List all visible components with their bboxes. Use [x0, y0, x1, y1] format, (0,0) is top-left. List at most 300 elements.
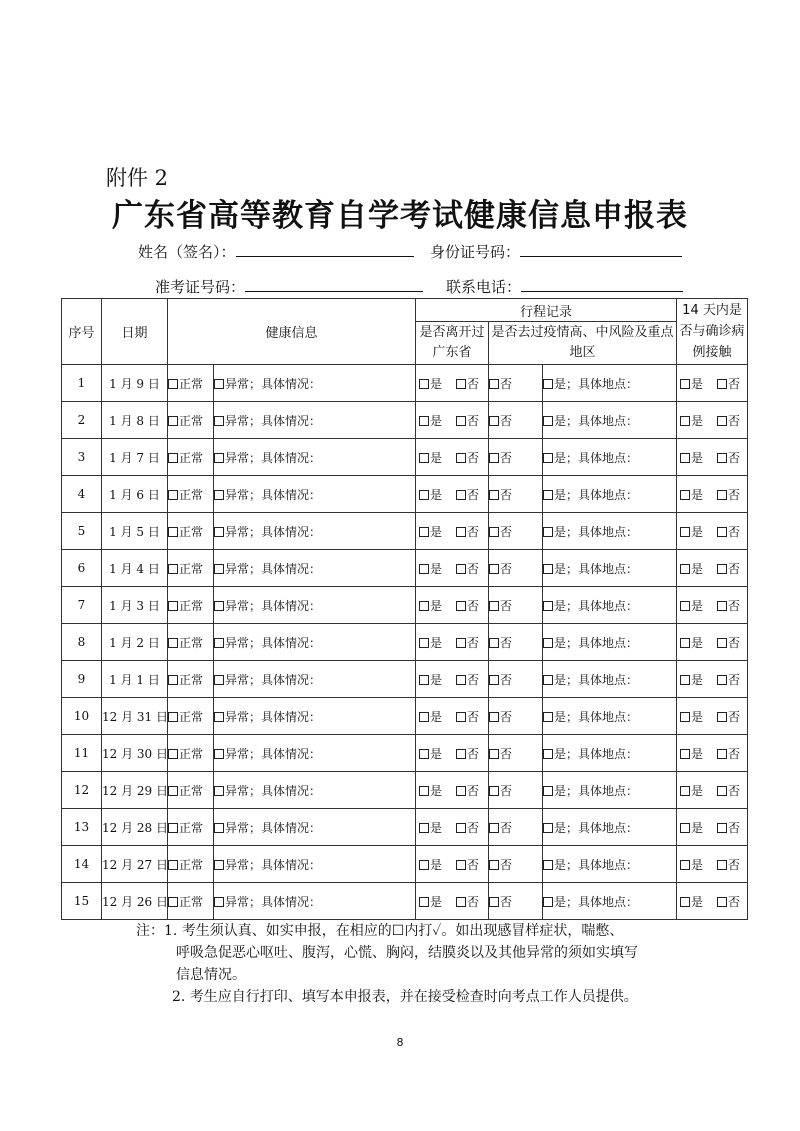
visited-risk-yes-checkbox[interactable] — [543, 379, 553, 389]
option-label: 否 — [500, 450, 513, 465]
name-blank[interactable] — [236, 241, 414, 257]
option-label: 否 — [728, 450, 741, 465]
contact-no-checkbox[interactable] — [717, 416, 727, 426]
option-label: 是 — [430, 487, 443, 502]
left-province-yes-checkbox[interactable] — [419, 416, 429, 426]
exam-no-field[interactable] — [155, 276, 423, 297]
visited-risk-yes-checkbox[interactable] — [543, 749, 553, 759]
option-label: 是 — [430, 857, 443, 872]
abnormal-checkbox[interactable] — [214, 601, 224, 611]
contact-cell — [677, 698, 748, 735]
table-row — [62, 365, 748, 402]
visited-risk-yes-checkbox[interactable] — [543, 601, 553, 611]
table-row — [62, 624, 748, 661]
table-row — [62, 402, 748, 439]
visited-risk-yes-cell — [543, 698, 677, 735]
left-province-no-checkbox[interactable] — [456, 712, 466, 722]
option-label: 否 — [500, 487, 513, 502]
visited-risk-no-checkbox[interactable] — [489, 564, 499, 574]
option-label: 否 — [467, 820, 480, 835]
option-label: 否 — [467, 450, 480, 465]
option-label: 异常；具体情况： — [225, 857, 322, 872]
row-number: 10 — [62, 698, 102, 735]
option-label: 是 — [430, 746, 443, 761]
left-province-cell — [416, 587, 489, 624]
contact-yes-checkbox[interactable] — [680, 749, 690, 759]
health-abnormal-cell — [214, 624, 416, 661]
contact-no-checkbox[interactable] — [717, 712, 727, 722]
page-number: 8 — [396, 1036, 404, 1049]
visited-risk-no-checkbox[interactable] — [489, 601, 499, 611]
visited-risk-no-checkbox[interactable] — [489, 675, 499, 685]
option-label: 否 — [467, 857, 480, 872]
contact-yes-checkbox[interactable] — [680, 379, 690, 389]
contact-no-checkbox[interactable] — [717, 379, 727, 389]
left-province-yes-checkbox[interactable] — [419, 786, 429, 796]
left-province-yes-checkbox[interactable] — [419, 712, 429, 722]
visited-risk-no-cell — [489, 846, 543, 883]
left-province-no-checkbox[interactable] — [456, 453, 466, 463]
left-province-yes-checkbox[interactable] — [419, 897, 429, 907]
option-label: 异常；具体情况： — [225, 450, 322, 465]
visited-risk-yes-cell — [543, 661, 677, 698]
visited-risk-yes-checkbox[interactable] — [543, 712, 553, 722]
name-label: 姓名（签名）： — [138, 243, 236, 261]
visited-risk-no-checkbox[interactable] — [489, 490, 499, 500]
visited-risk-no-checkbox[interactable] — [489, 527, 499, 537]
name-field[interactable] — [138, 241, 414, 262]
header-date: 日期 — [102, 299, 168, 365]
contact-no-checkbox[interactable] — [717, 897, 727, 907]
normal-checkbox[interactable] — [168, 379, 178, 389]
abnormal-checkbox[interactable] — [214, 786, 224, 796]
health-normal-cell — [168, 846, 214, 883]
id-label: 身份证号码： — [430, 243, 521, 261]
abnormal-checkbox[interactable] — [214, 712, 224, 722]
left-province-no-checkbox[interactable] — [456, 638, 466, 648]
health-normal-cell — [168, 661, 214, 698]
visited-risk-yes-checkbox[interactable] — [543, 897, 553, 907]
left-province-no-checkbox[interactable] — [456, 490, 466, 500]
option-label: 异常；具体情况： — [225, 635, 322, 650]
health-normal-cell — [168, 365, 214, 402]
row-number: 9 — [62, 661, 102, 698]
option-label: 否 — [467, 709, 480, 724]
visited-risk-no-cell — [489, 476, 543, 513]
option-label: 是 — [430, 413, 443, 428]
row-number: 7 — [62, 587, 102, 624]
option-label: 是；具体地点： — [554, 857, 639, 872]
contact-cell — [677, 587, 748, 624]
option-label: 是 — [430, 820, 443, 835]
left-province-no-checkbox[interactable] — [456, 379, 466, 389]
option-label: 是 — [430, 635, 443, 650]
visited-risk-no-checkbox[interactable] — [489, 638, 499, 648]
row-number: 11 — [62, 735, 102, 772]
visited-risk-yes-checkbox[interactable] — [543, 823, 553, 833]
contact-yes-checkbox[interactable] — [680, 453, 690, 463]
option-label: 异常；具体情况： — [225, 783, 322, 798]
row-date: 1 月 5 日 — [102, 513, 168, 550]
contact-no-checkbox[interactable] — [717, 564, 727, 574]
contact-cell — [677, 809, 748, 846]
health-abnormal-cell — [214, 846, 416, 883]
option-label: 异常；具体情况： — [225, 709, 322, 724]
left-province-cell — [416, 661, 489, 698]
left-province-cell — [416, 439, 489, 476]
health-abnormal-cell — [214, 550, 416, 587]
left-province-yes-checkbox[interactable] — [419, 453, 429, 463]
visited-risk-yes-checkbox[interactable] — [543, 527, 553, 537]
row-date: 1 月 7 日 — [102, 439, 168, 476]
abnormal-checkbox[interactable] — [214, 490, 224, 500]
option-label: 否 — [500, 524, 513, 539]
visited-risk-yes-checkbox[interactable] — [543, 416, 553, 426]
option-label: 否 — [500, 894, 513, 909]
option-label: 正常 — [179, 376, 204, 391]
left-province-yes-checkbox[interactable] — [419, 601, 429, 611]
health-abnormal-cell — [214, 735, 416, 772]
contact-no-checkbox[interactable] — [717, 453, 727, 463]
option-label: 是；具体地点： — [554, 376, 639, 391]
row-date: 1 月 3 日 — [102, 587, 168, 624]
table-row — [62, 846, 748, 883]
health-normal-cell — [168, 883, 214, 920]
abnormal-checkbox[interactable] — [214, 897, 224, 907]
row-date: 12 月 30 日 — [102, 735, 168, 772]
row-date: 12 月 31 日 — [102, 698, 168, 735]
abnormal-checkbox[interactable] — [214, 823, 224, 833]
visited-risk-yes-checkbox[interactable] — [543, 453, 553, 463]
id-blank[interactable] — [520, 241, 682, 257]
contact-no-checkbox[interactable] — [717, 638, 727, 648]
health-abnormal-cell — [214, 513, 416, 550]
left-province-cell — [416, 846, 489, 883]
health-normal-cell — [168, 476, 214, 513]
left-province-no-checkbox[interactable] — [456, 675, 466, 685]
contact-yes-checkbox[interactable] — [680, 712, 690, 722]
note-line-1: 注：1. 考生须认真、如实申报，在相应的☐内打✓。如出现感冒样症状，喘憋、 — [136, 923, 624, 939]
visited-risk-no-checkbox[interactable] — [489, 416, 499, 426]
option-label: 是；具体地点： — [554, 413, 639, 428]
option-label: 是 — [691, 376, 704, 391]
visited-risk-no-checkbox[interactable] — [489, 379, 499, 389]
option-label: 正常 — [179, 672, 204, 687]
option-label: 否 — [467, 413, 480, 428]
option-label: 异常；具体情况： — [225, 598, 322, 613]
visited-risk-yes-checkbox[interactable] — [543, 860, 553, 870]
visited-risk-yes-cell — [543, 846, 677, 883]
row-date: 1 月 4 日 — [102, 550, 168, 587]
option-label: 正常 — [179, 820, 204, 835]
table-row — [62, 550, 748, 587]
visited-risk-no-cell — [489, 550, 543, 587]
contact-yes-checkbox[interactable] — [680, 823, 690, 833]
normal-checkbox[interactable] — [168, 712, 178, 722]
visited-risk-yes-checkbox[interactable] — [543, 490, 553, 500]
option-label: 是 — [430, 598, 443, 613]
id-field[interactable] — [430, 241, 682, 262]
option-label: 是；具体地点： — [554, 746, 639, 761]
row-number: 6 — [62, 550, 102, 587]
option-label: 是 — [691, 413, 704, 428]
abnormal-checkbox[interactable] — [214, 860, 224, 870]
normal-checkbox[interactable] — [168, 860, 178, 870]
option-label: 否 — [728, 672, 741, 687]
contact-no-checkbox[interactable] — [717, 860, 727, 870]
left-province-no-checkbox[interactable] — [456, 416, 466, 426]
row-number: 5 — [62, 513, 102, 550]
visited-risk-yes-checkbox[interactable] — [543, 786, 553, 796]
left-province-cell — [416, 809, 489, 846]
option-label: 否 — [728, 746, 741, 761]
visited-risk-no-cell — [489, 809, 543, 846]
left-province-cell — [416, 365, 489, 402]
header-travel: 行程记录 — [416, 299, 677, 322]
row-date: 1 月 9 日 — [102, 365, 168, 402]
contact-cell — [677, 772, 748, 809]
health-normal-cell — [168, 735, 214, 772]
phone-label: 联系电话： — [446, 278, 522, 296]
left-province-cell — [416, 513, 489, 550]
contact-yes-checkbox[interactable] — [680, 860, 690, 870]
abnormal-checkbox[interactable] — [214, 527, 224, 537]
visited-risk-no-checkbox[interactable] — [489, 786, 499, 796]
normal-checkbox[interactable] — [168, 527, 178, 537]
left-province-no-checkbox[interactable] — [456, 564, 466, 574]
row-number: 15 — [62, 883, 102, 920]
option-label: 是 — [691, 783, 704, 798]
visited-risk-yes-checkbox[interactable] — [543, 638, 553, 648]
left-province-yes-checkbox[interactable] — [419, 860, 429, 870]
option-label: 是；具体地点： — [554, 894, 639, 909]
option-label: 是；具体地点： — [554, 598, 639, 613]
table-row — [62, 439, 748, 476]
option-label: 异常；具体情况： — [225, 561, 322, 576]
visited-risk-no-cell — [489, 735, 543, 772]
option-label: 否 — [467, 746, 480, 761]
visited-risk-no-cell — [489, 439, 543, 476]
left-province-no-checkbox[interactable] — [456, 897, 466, 907]
left-province-no-checkbox[interactable] — [456, 823, 466, 833]
contact-cell — [677, 624, 748, 661]
left-province-no-checkbox[interactable] — [456, 527, 466, 537]
normal-checkbox[interactable] — [168, 638, 178, 648]
option-label: 是；具体地点： — [554, 487, 639, 502]
abnormal-checkbox[interactable] — [214, 453, 224, 463]
normal-checkbox[interactable] — [168, 749, 178, 759]
abnormal-checkbox[interactable] — [214, 749, 224, 759]
left-province-yes-checkbox[interactable] — [419, 823, 429, 833]
normal-checkbox[interactable] — [168, 416, 178, 426]
option-label: 否 — [728, 894, 741, 909]
abnormal-checkbox[interactable] — [214, 675, 224, 685]
left-province-yes-checkbox[interactable] — [419, 749, 429, 759]
left-province-yes-checkbox[interactable] — [419, 675, 429, 685]
row-number: 8 — [62, 624, 102, 661]
row-number: 2 — [62, 402, 102, 439]
option-label: 异常；具体情况： — [225, 672, 322, 687]
contact-yes-checkbox[interactable] — [680, 601, 690, 611]
visited-risk-yes-checkbox[interactable] — [543, 564, 553, 574]
normal-checkbox[interactable] — [168, 453, 178, 463]
option-label: 否 — [728, 783, 741, 798]
normal-checkbox[interactable] — [168, 490, 178, 500]
option-label: 是 — [691, 746, 704, 761]
contact-yes-checkbox[interactable] — [680, 564, 690, 574]
option-label: 是 — [691, 635, 704, 650]
option-label: 是 — [691, 672, 704, 687]
option-label: 是；具体地点： — [554, 783, 639, 798]
option-label: 是 — [691, 598, 704, 613]
visited-risk-no-checkbox[interactable] — [489, 823, 499, 833]
health-normal-cell — [168, 698, 214, 735]
normal-checkbox[interactable] — [168, 897, 178, 907]
visited-risk-yes-cell — [543, 809, 677, 846]
contact-yes-checkbox[interactable] — [680, 527, 690, 537]
left-province-no-checkbox[interactable] — [456, 749, 466, 759]
normal-checkbox[interactable] — [168, 675, 178, 685]
phone-field[interactable] — [446, 276, 683, 297]
health-normal-cell — [168, 624, 214, 661]
option-label: 异常；具体情况： — [225, 820, 322, 835]
option-label: 是；具体地点： — [554, 561, 639, 576]
left-province-cell — [416, 550, 489, 587]
option-label: 是 — [430, 376, 443, 391]
contact-no-checkbox[interactable] — [717, 490, 727, 500]
contact-yes-checkbox[interactable] — [680, 638, 690, 648]
phone-blank[interactable] — [521, 276, 683, 292]
option-label: 否 — [728, 857, 741, 872]
normal-checkbox[interactable] — [168, 823, 178, 833]
row-number: 4 — [62, 476, 102, 513]
visited-risk-no-checkbox[interactable] — [489, 897, 499, 907]
option-label: 正常 — [179, 487, 204, 502]
notes — [136, 920, 726, 1008]
left-province-yes-checkbox[interactable] — [419, 490, 429, 500]
visited-risk-no-checkbox[interactable] — [489, 749, 499, 759]
health-abnormal-cell — [214, 476, 416, 513]
abnormal-checkbox[interactable] — [214, 379, 224, 389]
contact-yes-checkbox[interactable] — [680, 490, 690, 500]
contact-no-checkbox[interactable] — [717, 749, 727, 759]
option-label: 正常 — [179, 413, 204, 428]
health-abnormal-cell — [214, 772, 416, 809]
option-label: 异常；具体情况： — [225, 413, 322, 428]
option-label: 是 — [430, 561, 443, 576]
contact-yes-checkbox[interactable] — [680, 786, 690, 796]
contact-no-checkbox[interactable] — [717, 675, 727, 685]
left-province-yes-checkbox[interactable] — [419, 379, 429, 389]
option-label: 正常 — [179, 894, 204, 909]
contact-yes-checkbox[interactable] — [680, 675, 690, 685]
header-visited-risk: 是否去过疫情高、中风险及重点地区 — [489, 322, 677, 365]
abnormal-checkbox[interactable] — [214, 416, 224, 426]
option-label: 是 — [430, 524, 443, 539]
option-label: 否 — [467, 672, 480, 687]
contact-no-checkbox[interactable] — [717, 786, 727, 796]
left-province-no-checkbox[interactable] — [456, 860, 466, 870]
health-abnormal-cell — [214, 439, 416, 476]
option-label: 正常 — [179, 598, 204, 613]
left-province-yes-checkbox[interactable] — [419, 638, 429, 648]
left-province-no-checkbox[interactable] — [456, 601, 466, 611]
contact-cell — [677, 365, 748, 402]
visited-risk-yes-cell — [543, 365, 677, 402]
visited-risk-no-checkbox[interactable] — [489, 712, 499, 722]
abnormal-checkbox[interactable] — [214, 638, 224, 648]
left-province-cell — [416, 476, 489, 513]
option-label: 否 — [467, 598, 480, 613]
option-label: 是；具体地点： — [554, 450, 639, 465]
row-date: 1 月 8 日 — [102, 402, 168, 439]
left-province-yes-checkbox[interactable] — [419, 527, 429, 537]
option-label: 是 — [691, 487, 704, 502]
contact-cell — [677, 661, 748, 698]
left-province-cell — [416, 735, 489, 772]
contact-cell — [677, 846, 748, 883]
option-label: 否 — [500, 820, 513, 835]
option-label: 否 — [467, 894, 480, 909]
form-title: 广东省高等教育自学考试健康信息申报表 — [112, 198, 688, 234]
left-province-yes-checkbox[interactable] — [419, 564, 429, 574]
contact-no-checkbox[interactable] — [717, 823, 727, 833]
option-label: 否 — [500, 709, 513, 724]
contact-cell — [677, 735, 748, 772]
visited-risk-yes-cell — [543, 476, 677, 513]
visited-risk-no-checkbox[interactable] — [489, 453, 499, 463]
table-row — [62, 476, 748, 513]
option-label: 是；具体地点： — [554, 672, 639, 687]
option-label: 否 — [500, 376, 513, 391]
normal-checkbox[interactable] — [168, 564, 178, 574]
health-abnormal-cell — [214, 809, 416, 846]
option-label: 异常；具体情况： — [225, 894, 322, 909]
visited-risk-no-cell — [489, 661, 543, 698]
normal-checkbox[interactable] — [168, 601, 178, 611]
left-province-no-checkbox[interactable] — [456, 786, 466, 796]
option-label: 是；具体地点： — [554, 709, 639, 724]
option-label: 异常；具体情况： — [225, 487, 322, 502]
visited-risk-no-cell — [489, 624, 543, 661]
left-province-cell — [416, 624, 489, 661]
option-label: 异常；具体情况： — [225, 524, 322, 539]
table-row — [62, 772, 748, 809]
left-province-cell — [416, 883, 489, 920]
contact-cell — [677, 513, 748, 550]
row-date: 1 月 1 日 — [102, 661, 168, 698]
contact-no-checkbox[interactable] — [717, 601, 727, 611]
row-date: 12 月 27 日 — [102, 846, 168, 883]
row-date: 1 月 6 日 — [102, 476, 168, 513]
normal-checkbox[interactable] — [168, 786, 178, 796]
contact-cell — [677, 550, 748, 587]
option-label: 正常 — [179, 857, 204, 872]
option-label: 是 — [430, 450, 443, 465]
contact-yes-checkbox[interactable] — [680, 897, 690, 907]
visited-risk-yes-checkbox[interactable] — [543, 675, 553, 685]
health-abnormal-cell — [214, 698, 416, 735]
visited-risk-yes-cell — [543, 772, 677, 809]
visited-risk-no-checkbox[interactable] — [489, 860, 499, 870]
health-normal-cell — [168, 587, 214, 624]
abnormal-checkbox[interactable] — [214, 564, 224, 574]
visited-risk-no-cell — [489, 772, 543, 809]
contact-no-checkbox[interactable] — [717, 527, 727, 537]
contact-yes-checkbox[interactable] — [680, 416, 690, 426]
exam-no-blank[interactable] — [245, 276, 423, 292]
option-label: 否 — [728, 635, 741, 650]
